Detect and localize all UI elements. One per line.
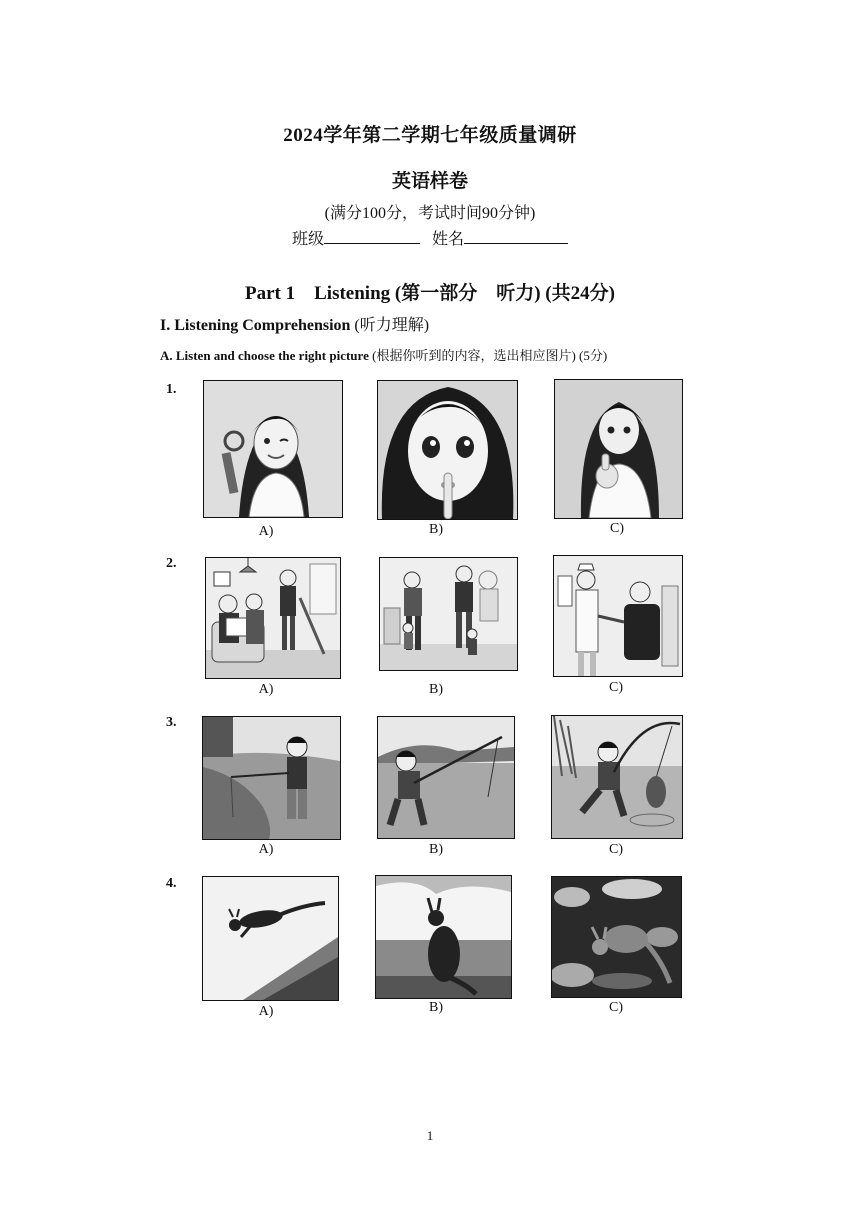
picture-girl-ok-gesture[interactable]: [203, 380, 343, 518]
option-label: B): [429, 1000, 443, 1015]
class-label: 班级: [291, 231, 324, 248]
option-label: A): [258, 524, 274, 539]
option-label: A): [258, 1004, 274, 1019]
question-number: 4.: [166, 876, 177, 891]
question-number: 3.: [166, 715, 177, 730]
student-info-line: [0, 226, 860, 249]
picture-kangaroo-drinking[interactable]: [551, 876, 682, 998]
option-label: A): [258, 682, 274, 697]
option-label: A): [258, 842, 274, 857]
page-number: 1: [426, 1128, 434, 1143]
name-blank[interactable]: [464, 229, 568, 244]
picture-girl-finger-on-lips[interactable]: [377, 380, 518, 520]
instruction-cn: (根据你听到的内容，选出相应图片) (5分): [372, 348, 608, 363]
question-number: 1.: [166, 382, 177, 397]
picture-kangaroo-jumping[interactable]: [202, 876, 339, 1001]
picture-boy-catching-fish[interactable]: [551, 715, 683, 839]
exam-title: 2024学年第二学期七年级质量调研: [283, 125, 577, 146]
option-label: B): [429, 682, 443, 697]
picture-family-group[interactable]: [379, 557, 518, 671]
picture-family-living-room[interactable]: [205, 557, 341, 679]
option-label: C): [609, 842, 623, 857]
exam-info: (满分100分，考试时间90分钟): [324, 205, 536, 222]
option-label: B): [429, 522, 443, 537]
section-title-cn: (听力理解): [354, 317, 430, 334]
section-title: [160, 312, 429, 335]
option-label: C): [610, 521, 624, 536]
section-title-en: I. Listening Comprehension: [160, 317, 355, 334]
instruction: [160, 345, 607, 364]
class-blank[interactable]: [324, 229, 420, 244]
picture-kangaroo-standing[interactable]: [375, 875, 512, 999]
option-label: B): [429, 842, 443, 857]
name-label: 姓名: [432, 231, 465, 248]
option-label: C): [609, 1000, 623, 1015]
picture-boy-fishing-kneeling[interactable]: [377, 716, 515, 839]
picture-girl-pointing[interactable]: [554, 379, 683, 519]
instruction-en: A. Listen and choose the right picture: [160, 348, 373, 363]
question-number: 2.: [166, 556, 177, 571]
picture-nurse-injection[interactable]: [553, 555, 683, 677]
exam-subtitle: 英语样卷: [391, 171, 468, 192]
option-label: C): [609, 680, 623, 695]
part-title: Part 1 Listening (第一部分 听力) (共24分): [245, 283, 615, 304]
picture-boy-fishing-standing[interactable]: [202, 716, 341, 840]
